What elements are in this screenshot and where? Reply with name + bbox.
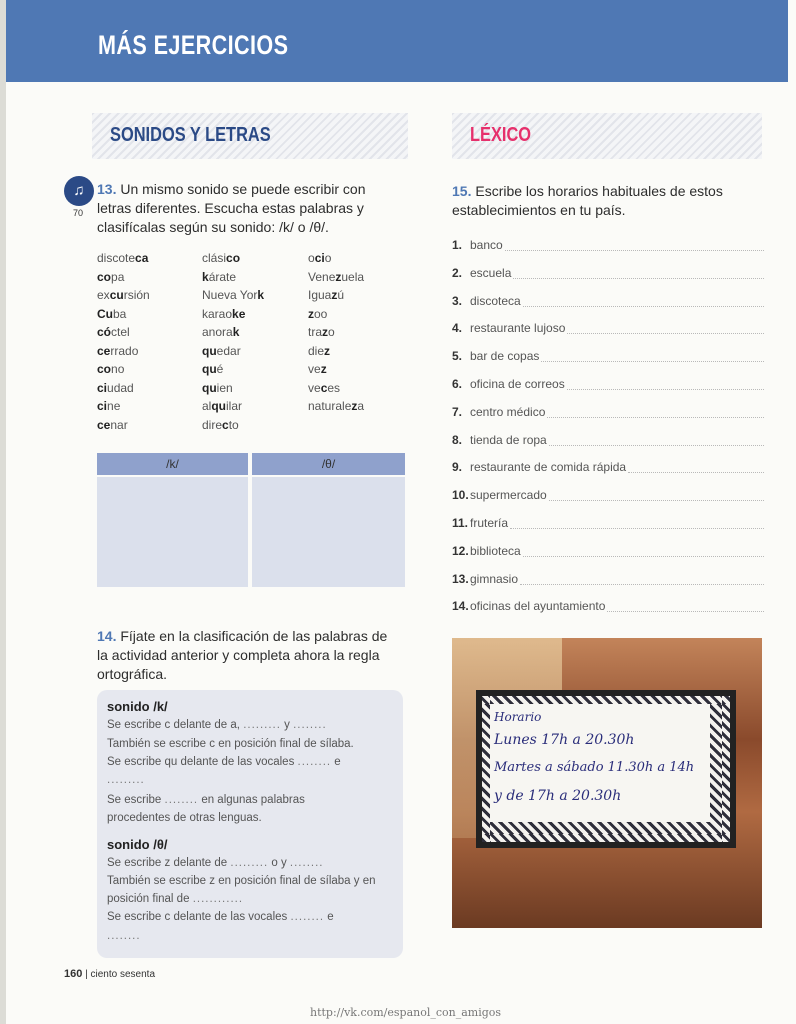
list-item-number: 5. [452,349,463,364]
word-part: Nueva Yor [202,288,258,302]
word-part: pa [111,269,125,284]
list-item-number: 2. [452,265,463,280]
answer-blank[interactable] [567,321,764,334]
word-part: ke [232,306,246,321]
word-part: nar [110,417,128,432]
word-part: qu [211,399,227,413]
word-item [308,268,364,287]
exercise-14-number: 14. [97,628,117,644]
word-part: ú [337,288,345,302]
list-item-label: biblioteca [470,543,521,558]
word-part: tra [308,325,323,339]
page-title: MÁS EJERCICIOS [98,30,289,60]
blank[interactable]: ........ [297,756,332,768]
word-part: k [202,269,209,284]
word-part: ce [97,343,111,358]
word-item [202,249,264,268]
word-part: z [331,288,338,302]
word-item [202,416,264,435]
rule-text: e [334,756,341,768]
instr-line: establecimientos en tu país. [452,202,626,218]
section-header-sonidos [92,113,408,159]
word-part: c [222,417,229,432]
word-item [308,286,364,305]
answer-blank[interactable] [628,460,764,473]
word-item [202,397,264,416]
list-item [452,294,764,308]
rule-text: e [327,911,334,923]
blank[interactable]: ........ [164,794,199,806]
list-item-number: 12. [452,543,469,558]
word-item [97,323,150,342]
list-item-number: 14. [452,599,469,614]
answer-blank[interactable] [547,405,764,418]
instr-line: Fíjate en la clasificación de las palabras de [120,628,388,644]
word-part: ci [97,380,108,395]
instr-line: la actividad anterior y completa ahora la regla [97,647,380,663]
word-part: karao [202,306,233,321]
list-item-label: centro médico [470,404,546,419]
blank[interactable]: ......... [107,774,145,786]
word-item [308,249,364,268]
word-part: qu [202,343,217,358]
list-item-number: 11. [452,516,469,530]
list-item [452,405,764,419]
word-item [202,342,264,361]
list-item-number: 7. [452,404,463,419]
word-part: z [308,306,314,321]
spelling-rule-box [97,690,403,958]
shop-hours-photo [452,638,762,928]
blank[interactable]: ........ [293,719,327,731]
list-item-number: 1. [452,238,463,252]
word-item [97,342,150,361]
answer-blank[interactable] [549,488,764,501]
blank[interactable]: ........ [107,930,141,942]
rule-text: y [284,719,290,731]
rule-line [107,719,327,731]
word-part: a [357,399,365,413]
word-part: ci [314,251,325,265]
word-part: es [327,380,341,395]
word-item [97,360,150,379]
table-header-k: /k/ [97,453,248,475]
list-item [452,488,764,502]
word-item [308,305,364,324]
word-part: co [97,269,112,284]
word-part: Vene [308,269,336,284]
audio-track-number: 70 [73,208,84,218]
word-part: to [228,417,239,432]
blank[interactable]: ......... [230,857,269,869]
word-item [308,397,364,416]
word-part: é [216,362,224,376]
word-part: k [257,288,265,302]
word-part: árate [208,269,237,284]
word-part: qu [202,380,217,395]
answer-blank[interactable] [523,294,764,307]
list-item [452,238,764,252]
sign-line: y de 17h a 20.30h [494,788,622,804]
blank[interactable]: ......... [243,719,281,731]
answer-blank[interactable] [513,266,764,279]
word-part: qu [202,362,217,376]
instr-line: Escribe los horarios habituales de estos [475,183,723,199]
list-item [452,572,764,586]
rule-text: Se escribe z delante de [107,857,228,869]
list-item [452,321,764,335]
answer-blank[interactable] [567,377,764,390]
word-item [202,360,264,379]
list-item-label: gimnasio [470,571,519,586]
exercise-13-number: 13. [97,181,117,197]
sign-line: Horario [494,710,542,724]
table-cell-theta[interactable] [252,477,405,587]
instr-line: ortográfica. [97,666,168,682]
word-part: c [320,380,328,395]
list-item-label: oficina de correos [470,377,565,391]
list-item-number: 6. [452,377,463,391]
list-item-label: escuela [470,265,512,280]
word-item [97,397,150,416]
word-item [97,379,150,398]
word-part: ci [97,399,108,413]
word-part: rsión [123,288,150,302]
answer-blank[interactable] [520,572,764,585]
list-item-number: 3. [452,293,463,308]
list-item [452,599,764,613]
word-item [97,268,150,287]
word-part: ba [113,306,127,321]
word-part: edar [216,343,241,358]
list-item-number: 13. [452,571,469,586]
word-part: ilar [226,399,243,413]
word-item [202,286,264,305]
word-item [97,286,150,305]
word-item [202,379,264,398]
word-item [202,323,264,342]
list-item-number: 10. [452,488,469,503]
blank[interactable]: ............ [192,893,244,905]
word-item [308,379,364,398]
word-part: die [308,343,325,358]
rule-text: Se escribe [107,794,162,806]
answer-blank[interactable] [505,238,764,251]
page-number: 160 [64,968,83,980]
word-part: z [322,325,329,339]
exercise-14-instructions [97,627,407,684]
page-number-text: ciento sesenta [90,969,156,980]
word-part: o [308,251,315,265]
word-part: discote [97,251,136,265]
blank[interactable]: ........ [289,857,324,869]
exercise-15-instructions [452,182,772,220]
word-item [202,305,264,324]
word-item [97,249,150,268]
rule-line [107,774,145,786]
word-part: có [97,325,112,339]
list-item-label: bar de copas [470,349,540,364]
rule-title-theta: sonido /θ/ [107,837,168,852]
list-item-label: oficinas del ayuntamiento [470,599,606,614]
answer-blank[interactable] [510,516,764,529]
rule-text: Se escribe c delante de las vocales [107,911,288,923]
exercise-13-instructions [97,180,417,237]
word-item [97,305,150,324]
rule-title-k: sonido /k/ [107,699,168,714]
list-item-label: supermercado [470,488,547,503]
word-column-1 [97,249,150,434]
word-item [308,360,364,379]
word-part: uela [341,269,365,284]
word-item [97,416,150,435]
word-part: anora [202,325,233,339]
rule-line [107,794,305,806]
sign-line: Lunes 17h a 20.30h [494,732,635,748]
list-item-label: restaurante de comida rápida [470,460,627,475]
section-title-right: LÉXICO [470,124,532,146]
rule-line: También se escribe c en posición final de sílaba. [107,738,354,750]
table-cell-k[interactable] [97,477,248,587]
word-part: oo [314,306,328,321]
instr-line: letras diferentes. Escucha estas palabras y [97,200,364,216]
list-item-number: 9. [452,460,463,475]
word-item [202,268,264,287]
list-item [452,433,764,447]
header-banner [6,0,788,82]
word-part: ve [308,362,321,376]
word-part: co [226,251,241,265]
blank[interactable]: ........ [290,911,325,923]
word-part: ne [107,399,121,413]
answer-blank[interactable] [523,544,764,557]
list-item-label: frutería [470,516,509,530]
list-item-label: discoteca [470,293,521,308]
word-part: naturale [308,399,352,413]
rule-text: o y [271,857,287,869]
list-item-number: 4. [452,321,463,336]
rule-line [107,756,341,768]
table-header-theta: /θ/ [252,453,405,475]
word-part: z [324,343,331,358]
rule-text: posición final de [107,893,190,905]
word-part: k [232,325,240,339]
word-item [308,323,364,342]
hours-sign [476,690,736,848]
word-part: z [335,269,342,284]
rule-line: También se escribe z en posición final de sílaba y en [107,875,376,887]
list-item [452,516,764,530]
word-part: udad [107,380,134,395]
answer-blank[interactable] [607,599,764,612]
answer-blank[interactable] [541,349,764,362]
page-edge [0,0,6,1024]
list-item [452,377,764,391]
list-item [452,544,764,558]
word-part: z [320,362,327,376]
word-part: clási [202,251,227,265]
exercise-15-number: 15. [452,183,472,199]
list-item-label: banco [470,238,503,252]
word-part: ctel [111,325,130,339]
list-item [452,349,764,363]
word-part: co [97,362,112,376]
word-part: Igua [308,288,332,302]
list-item-number: 8. [452,432,463,447]
answer-blank[interactable] [549,433,764,446]
sign-text-area [490,704,710,822]
rule-line [107,930,141,942]
audio-headphones-icon[interactable]: ♫ [64,176,94,206]
word-part: ien [216,380,233,395]
word-column-3 [308,249,364,416]
word-part: no [111,362,125,376]
list-item [452,266,764,280]
sign-line: Martes a sábado 11.30h a 14h [494,760,695,775]
word-part: rrado [110,343,139,358]
rule-line [107,857,323,869]
word-column-2 [202,249,264,434]
rule-text: Se escribe qu delante de las vocales [107,756,295,768]
word-part: al [202,399,212,413]
list-item-label: restaurante lujoso [470,321,566,336]
list-item [452,460,764,474]
instr-line: Un mismo sonido se puede escribir con [120,181,366,197]
word-part: z [351,399,358,413]
instr-line: clasifícalas según su sonido: /k/ o /θ/. [97,219,329,235]
word-part: o [328,325,335,339]
page-footer: 160 | ciento sesenta [64,968,156,980]
word-part: o [324,251,332,265]
word-part: ce [97,417,111,432]
rule-text: Se escribe c delante de a, [107,719,240,731]
rule-line [107,911,334,923]
rule-line: procedentes de otras lenguas. [107,812,262,824]
rule-text: en algunas palabras [201,794,305,806]
watermark-link[interactable]: http://vk.com/espanol_con_amigos [310,1006,502,1019]
word-item [308,342,364,361]
section-header-lexico [452,113,762,159]
word-part: ve [308,380,321,395]
classification-table [97,453,405,587]
section-title-left: SONIDOS Y LETRAS [110,124,271,146]
word-part: dire [202,417,223,432]
list-item-label: tienda de ropa [470,432,547,447]
word-part: cu [109,288,124,302]
word-part: ex [97,288,110,302]
word-part: Cu [97,306,113,321]
rule-line [107,893,243,905]
word-part: ca [135,251,149,265]
